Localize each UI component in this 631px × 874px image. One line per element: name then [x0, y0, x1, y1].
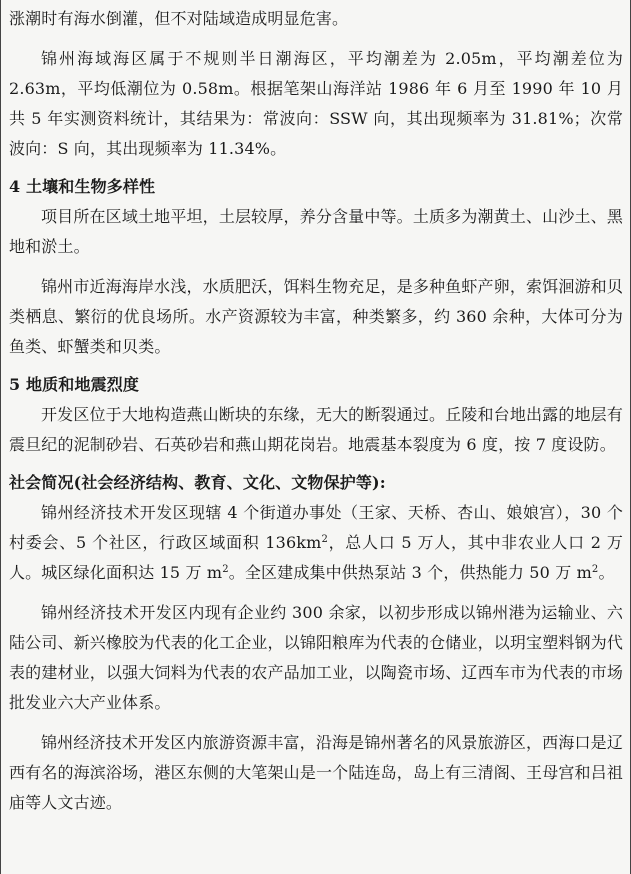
paragraph-geology: 开发区位于大地构造燕山断块的东缘，无大的断裂通过。丘陵和台地出露的地层有震旦纪的泥制砂岩、石英砂岩和燕山期花岗岩。地震基本裂度为 6 度，按 7 度设防。 — [9, 405, 623, 454]
admin-text-1: 锦州经济技术开发区现辖 4 个街道办事处（王家、天桥、杏山、娘娘宫），30 个村委会、5 个社区，行政区域面积 136km — [9, 503, 623, 552]
superscript-2: 2 — [222, 564, 229, 575]
superscript-2: 2 — [321, 534, 328, 545]
superscript-2: 2 — [591, 564, 599, 575]
paragraph-tide-intrusion: 涨潮时有海水倒灌，但不对陆域造成明显危害。 — [9, 9, 349, 28]
paragraph-tourism: 锦州经济技术开发区内旅游资源丰富，沿海是锦州著名的风景旅游区，西海口是辽西有名的海滨浴场，港区东侧的大笔架山是一个陆连岛，岛上有三清阁、王母宫和吕祖庙等人文古迹。 — [9, 733, 623, 812]
paragraph-industry: 锦州经济技术开发区内现有企业约 300 余家，以初步形成以锦州港为运输业、六陆公司、新兴橡胶为代表的化工企业，以锦阳粮库为代表的仓储业，以玥宝塑料钢为代表的建材业，以强大饲料为代表的农产品加工业，以陶瓷市场、辽西车市为代表的市场批发业六大产业体系。 — [9, 603, 623, 712]
paragraph-soil: 项目所在区域土地平坦，土层较厚，养分含量中等。土质多为潮黄土、山沙土、黑地和淤土。 — [9, 207, 623, 256]
heading-geology-seismic: 5 地质和地震烈度 — [9, 375, 140, 394]
heading-social-overview: 社会简况(社会经济结构、教育、文化、文物保护等): — [9, 473, 386, 492]
paragraph-administration — [9, 498, 623, 588]
document-body — [9, 4, 623, 818]
paragraph-tide-waves: 锦州海域海区属于不规则半日潮海区，平均潮差为 2.05m，平均潮差位为 2.63m，平均低潮位为 0.58m。根据笔架山海洋站 1986 年 6 月至 1990 年 10 月共 5 年实测资料统计，其结果为：常波向：SSW 向，其出现频率为 31.81%；次常波向：S 向，其出现频率为 11.34%。 — [9, 49, 623, 158]
admin-text-4: 。 — [598, 563, 615, 582]
admin-text-2: ，总人口 5 万人，其中非农业人口 2 万人。城区绿化面积达 15 万 m — [9, 533, 624, 582]
heading-soil-biodiversity: 4 土壤和生物多样性 — [9, 177, 156, 196]
admin-text-3: 。全区建成集中供热泵站 3 个，供热能力 50 万 m — [228, 563, 592, 582]
paragraph-marine-resources: 锦州市近海海岸水浅，水质肥沃，饵料生物充足，是多种鱼虾产卵，索饵洄游和贝类栖息、繁衍的优良场所。水产资源较为丰富，种类繁多，约 360 余种，大体可分为鱼类、虾蟹类和贝类。 — [9, 277, 623, 356]
